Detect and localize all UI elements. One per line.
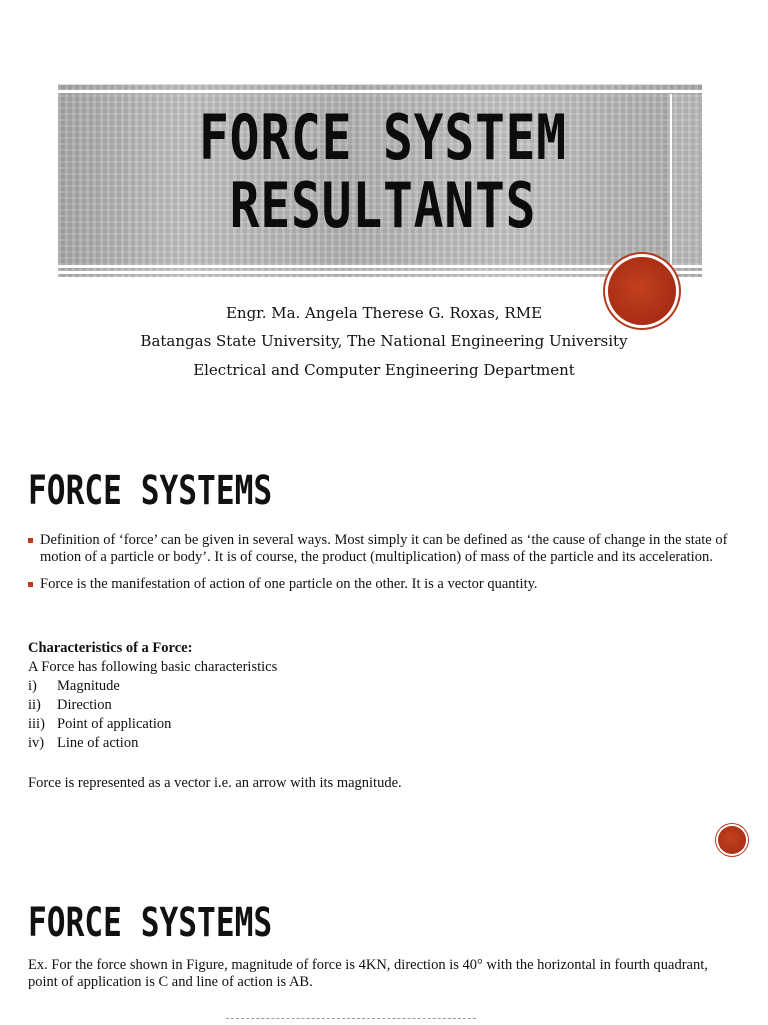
characteristic-item: i) Magnitude (28, 678, 120, 694)
bullet-marker (28, 538, 33, 543)
characteristic-item: iii) Point of application (28, 716, 172, 732)
section-title: FORCE SYSTEMS (28, 900, 273, 946)
example-text: Ex. For the force shown in Figure, magnitude of force is 4KN, direction is 40° with the horizontal in fourth quadrant, point of application is C and line of action is AB. (28, 957, 708, 990)
title-line-1: FORCE SYSTEM (199, 101, 567, 174)
bullet-list (28, 532, 728, 603)
characteristic-item: iv) Line of action (28, 735, 139, 751)
title-line-2: RESULTANTS (229, 169, 537, 242)
decorative-circle (718, 826, 746, 854)
author-department: Electrical and Computer Engineering Department (193, 361, 575, 379)
section-title: FORCE SYSTEMS (28, 468, 273, 514)
banner-side-panel (670, 94, 704, 266)
characteristic-item: ii) Direction (28, 697, 112, 713)
force-systems-example-slide (0, 880, 768, 1024)
characteristics-heading: Characteristics of a Force: (28, 640, 193, 656)
slide-title (123, 101, 643, 242)
characteristics-intro: A Force has following basic characteristics (28, 659, 278, 675)
force-systems-slide (0, 440, 768, 870)
banner-bottom-line (58, 265, 702, 268)
banner-bottom-inner-line (58, 271, 702, 274)
banner-top-inner-line (58, 90, 702, 93)
bullet-item: Force is the manifestation of action of one particle on the other. It is a vector quantity. (28, 576, 728, 593)
bullet-item: Definition of ‘force’ can be given in several ways. Most simply it can be defined as ‘the cause of change in the state of motion of a particle or body’. It is of course, the product (multiplication) of mass of the particle and its acceleration. (28, 532, 728, 566)
title-slide (0, 0, 768, 420)
bullet-marker (28, 582, 33, 587)
characteristics-block (28, 639, 277, 753)
author-name: Engr. Ma. Angela Therese G. Roxas, RME (225, 304, 543, 322)
author-university: Batangas State University, The National Engineering University (140, 332, 628, 350)
vector-note: Force is represented as a vector i.e. an arrow with its magnitude. (28, 775, 402, 791)
